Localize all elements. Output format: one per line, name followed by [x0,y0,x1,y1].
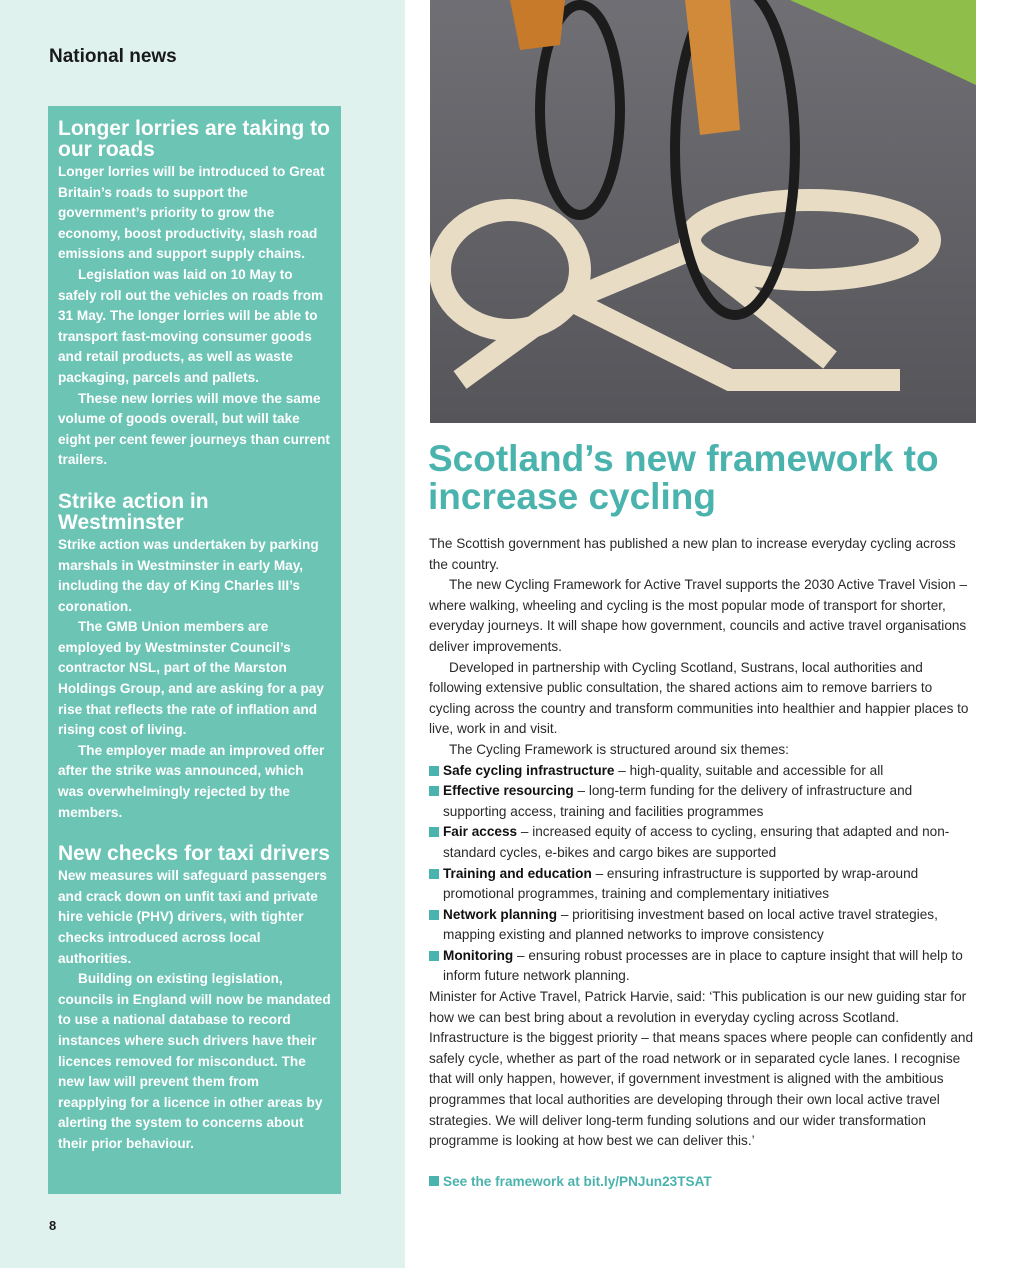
story-title: Longer lorries are taking to our roads [58,117,330,161]
link-prefix: See the framework at [443,1174,584,1189]
story-longer-lorries [58,118,331,471]
theme-desc: – high-quality, suitable and accessible for all [614,762,884,778]
bullet-square-icon [429,1176,439,1186]
article-paragraph: The new Cycling Framework for Active Travel supports the 2030 Active Travel Vision – where walking, wheeling and cycling is the most popular mode of transport for shorter, everyday journeys. It will shape how government, councils and active travel organisations deliver improvements. [429,577,968,654]
theme-name: Effective resourcing [443,783,574,799]
theme-name: Fair access [443,824,518,840]
theme-name: Network planning [443,906,558,922]
theme-item [429,946,977,987]
story-taxi-checks [58,843,331,1154]
themes-list [429,761,977,988]
page-number: 8 [49,1218,57,1233]
story-paragraph: These new lorries will move the same volume of goods overall, but will take eight per cent fewer journeys than current trailers. [58,390,330,468]
theme-item [429,822,977,863]
story-paragraph: The GMB Union members are employed by Westminster Council’s contractor NSL, part of the Marston Holdings Group, and are asking for a pay rise that reflects the rate of inflation and rising cost of living. [58,619,324,738]
theme-name: Monitoring [443,947,514,963]
cyclist-photo [430,0,976,423]
minister-quote: Minister for Active Travel, Patrick Harvie, said: ‘This publication is our new guiding star for how we can best bring about a revolution in everyday cycling across Scotland. Infrastructure is the biggest priority – that means spaces where people can confidently and safely cycle, whether as part of the road network or in separated cycle lanes. I recognise that will only happen, however, if government investment is aligned with the ambitious programmes that local authorities are developing through their own local active travel strategies. We will deliver long-term funding solutions and our wider transformation programme is looking at how best we can deliver this.’ [429,989,974,1149]
bullet-square-icon [429,827,439,837]
theme-name: Training and education [443,865,592,881]
section-title: National news [49,46,177,67]
story-paragraph: The employer made an improved offer after the strike was announced, which was overwhelmingly rejected by the members. [58,742,325,820]
article-paragraph: The Cycling Framework is structured around six themes: [449,741,789,757]
theme-desc: – increased equity of access to cycling, ensuring that adapted and non-standard cycles, e-bikes and cargo bikes are supported [443,824,950,860]
theme-item [429,761,977,782]
theme-desc: – prioritising investment based on local active travel strategies, mapping existing and planned networks to improve consistency [443,906,938,943]
bullet-square-icon [429,766,439,776]
theme-item [429,864,977,905]
article-paragraph: The Scottish government has published a new plan to increase everyday cycling across the country. [429,536,956,572]
story-strike-action [58,491,331,823]
theme-item [429,905,977,946]
bullet-square-icon [429,869,439,879]
theme-item [429,781,977,822]
theme-desc: – ensuring robust processes are in place to capture insight that will help to inform future network planning. [443,947,963,984]
story-paragraph: Legislation was laid on 10 May to safely roll out the vehicles on roads from 31 May. The longer lorries will be able to transport fast-moving consumer goods and retail products, as well as waste packaging, parcels and pallets. [58,266,324,385]
news-sidebar [48,106,341,1194]
story-paragraph: Building on existing legislation, councils in England will now be mandated to use a national database to record instances where such drivers have their licences removed for misconduct. The new law will prevent them from reapplying for a licence in other areas by alerting the system to concerns about their prior behaviour. [58,971,331,1151]
theme-desc: – ensuring infrastructure is supported by wrap-around promotional programmes, training and complementary initiatives [443,865,919,902]
theme-name: Safe cycling infrastructure [443,762,615,778]
link-url[interactable]: bit.ly/PNJun23TSAT [583,1174,712,1189]
article-paragraph: Developed in partnership with Cycling Scotland, Sustrans, local authorities and following extensive public consultation, the shared actions aim to remove barriers to cycling across the country and transform communities into healthier and happier places to live, work in and visit. [429,659,969,737]
story-paragraph: Strike action was undertaken by parking marshals in Westminster in early May, including the day of King Charles III’s coronation. [58,536,319,614]
article-headline: Scotland’s new framework to increase cycling [428,438,939,517]
theme-desc: – long-term funding for the delivery of infrastructure and supporting access, training and facilities programmes [443,783,913,819]
framework-link[interactable] [429,1174,712,1189]
story-paragraph: New measures will safeguard passengers and crack down on unfit taxi and private hire vehicle (PHV) drivers, with tighter checks introduced across local authorities. [58,868,327,966]
bullet-square-icon [429,786,439,796]
article-body [429,534,977,1152]
story-title: Strike action in Westminster [58,489,209,534]
story-title: New checks for taxi drivers [58,842,330,866]
bullet-square-icon [429,951,439,961]
story-paragraph: Longer lorries will be introduced to Great Britain’s roads to support the government’s priority to grow the economy, boost productivity, slash road emissions and support supply chains. [58,164,325,262]
bullet-square-icon [429,910,439,920]
